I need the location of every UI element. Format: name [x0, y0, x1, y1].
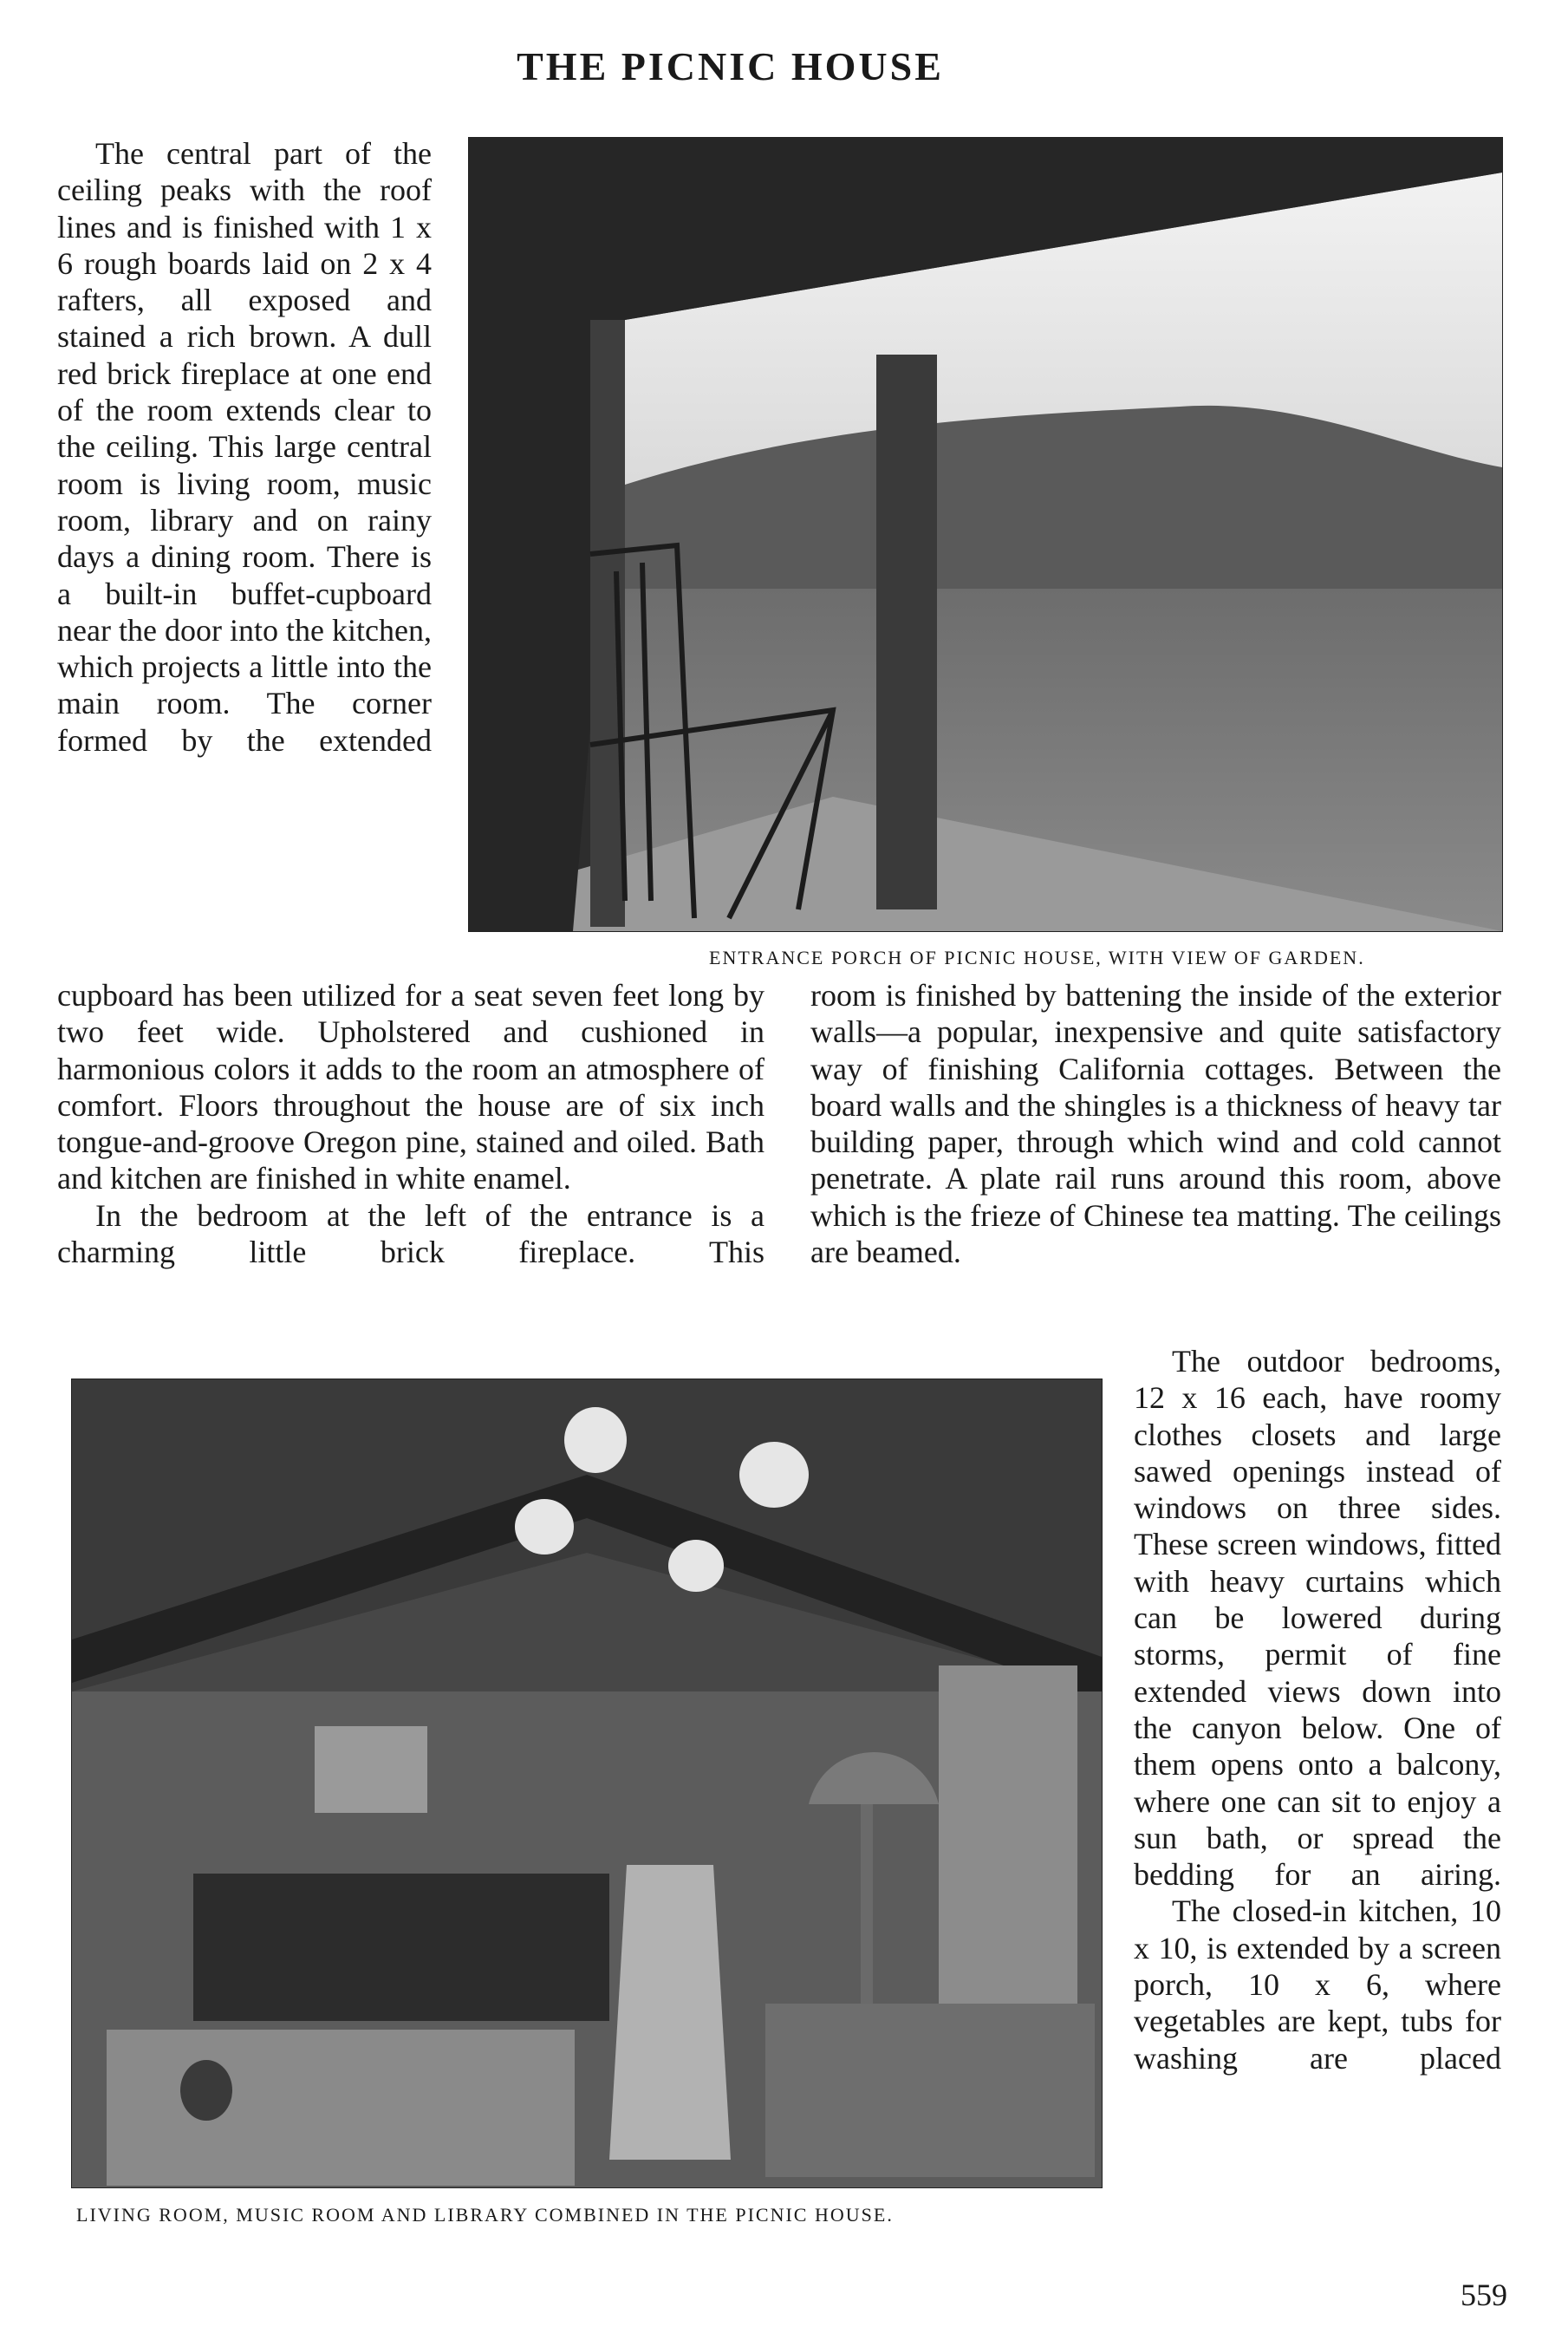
paragraph-outdoor-bedrooms: The outdoor bedrooms, 12 x 16 each, have roomy clothes closets and large sawed openings instead of windows on three sides. These screen windows, fitted with heavy curtains which can be lowered during storms, permit of fine extended views down into the canyon below. One of them opens onto a balcony, where one can sit to enjoy a sun bath, or spread the bedding for an airing. [1134, 1344, 1501, 1893]
porch-caption: ENTRANCE PORCH OF PICNIC HOUSE, WITH VIEW OF GARDEN. [709, 947, 1365, 968]
text-column-top-left [57, 135, 432, 759]
paragraph-kitchen: The closed-in kitchen, 10 x 10, is extended by a screen porch, 10 x 6, where vegetables are kept, tubs for washing are placed [1134, 1894, 1501, 2076]
text-column-middle-right [810, 977, 1501, 1270]
page-number: 559 [1461, 2278, 1507, 2312]
paragraph-bedroom: In the bedroom at the left of the entrance is a charming little brick fireplace. This [57, 1197, 764, 1270]
paragraph-room-finish: room is finished by battening the inside of the exterior walls—a popular, inexpensive and quite satisfactory way of finishing California cottages. Between the board walls and the shingles is a thickness of heavy tar building paper, through which wind and cold cannot penetrate. A plate rail runs around this room, above which is the frieze of Chinese tea matting. The ceilings are beamed. [810, 978, 1501, 1270]
paragraph-ceiling: The central part of the ceiling peaks with the roof lines and is finished with 1 x 6 rough boards laid on 2 x 4 rafters, all exposed and stained a rich brown. A dull red brick fireplace at one end of the room extends clear to the ceiling. This large central room is living room, music room, library and on rainy days a dining room. There is a built-in buffet-cupboard near the door into the kitchen, which projects a little into the main room. The corner formed by the extended [57, 136, 432, 758]
text-column-bottom-right [1134, 1343, 1501, 2076]
text-column-middle-left [57, 977, 764, 1270]
living-room-caption: LIVING ROOM, MUSIC ROOM AND LIBRARY COMBINED IN THE PICNIC HOUSE. [76, 2204, 894, 2226]
page-title: THE PICNIC HOUSE [517, 44, 944, 88]
porch-photo [468, 137, 1503, 932]
living-room-illustration [72, 1379, 1102, 2187]
paragraph-cupboard: cupboard has been utilized for a seat seven feet long by two feet wide. Upholstered and cushioned in harmonious colors it adds to the room an atmosphere of comfort. Floors throughout the house are of six inch tongue-and-groove Oregon pine, stained and oiled. Bath and kitchen are finished in white enamel. [57, 978, 764, 1196]
porch-photo-illustration [469, 138, 1502, 931]
living-room-photo [71, 1379, 1103, 2188]
